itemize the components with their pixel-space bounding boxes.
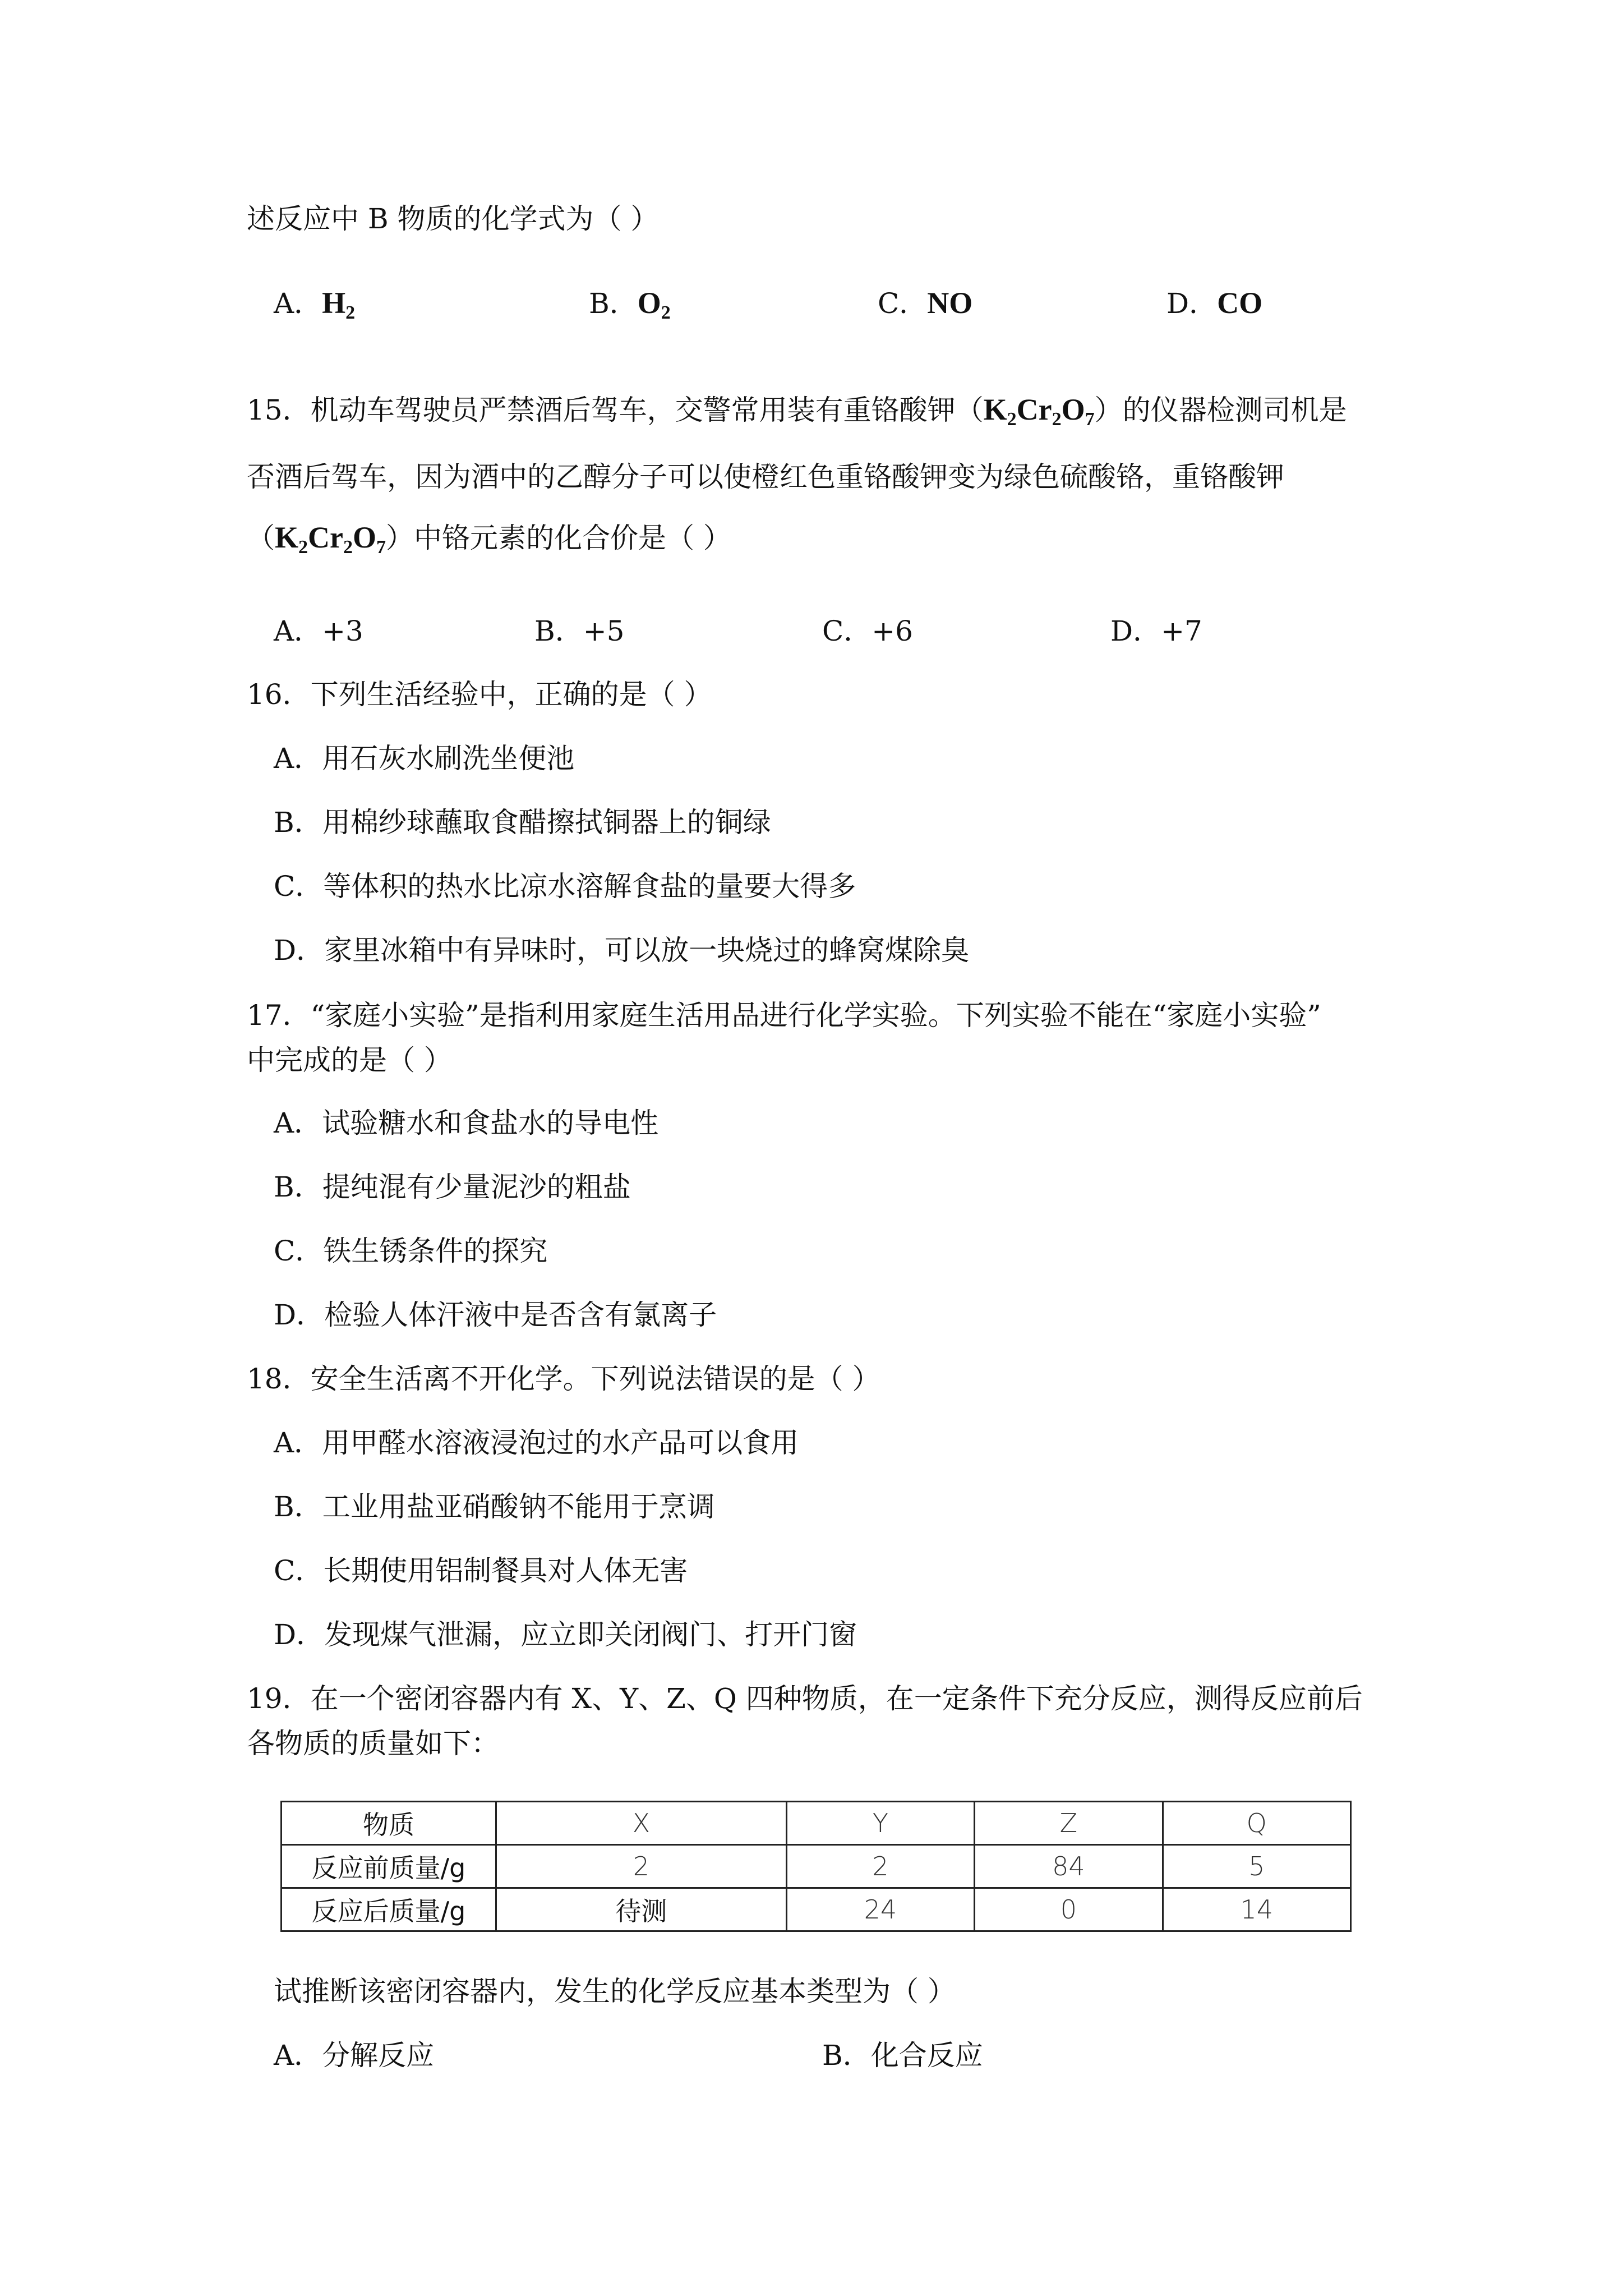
q19-stem-line2: 各物质的质量如下：	[247, 1727, 499, 1760]
chem-formula: $O_2$	[637, 286, 671, 323]
table-cell: 0	[975, 1888, 1163, 1931]
q17-option-b: B．提纯混有少量泥沙的粗盐	[274, 1171, 631, 1203]
table-row	[282, 1888, 1351, 1931]
q14-option-d	[1166, 286, 1262, 320]
q18-option-a: A．用甲醛水溶液浸泡过的水产品可以食用	[274, 1427, 799, 1459]
table-cell: 2	[786, 1845, 974, 1888]
q16-option-d: D．家里冰箱中有异味时，可以放一块烧过的蜂窝煤除臭	[274, 934, 970, 967]
q15-option-d: D．+7	[1110, 615, 1202, 647]
table-cell: 14	[1163, 1888, 1350, 1931]
option-letter: B．	[589, 287, 638, 320]
table-header-cell: Z	[975, 1802, 1163, 1845]
table-cell: 84	[975, 1845, 1163, 1888]
q16-option-b: B．用棉纱球蘸取食醋擦拭铜器上的铜绿	[274, 806, 771, 839]
table-cell: 反应前质量/g	[282, 1845, 496, 1888]
q17-stem-line1: 17．“家庭小实验”是指利用家庭生活用品进行化学实验。下列实验不能在“家庭小实验”	[247, 999, 1321, 1032]
q18-option-b: B．工业用盐亚硝酸钠不能用于烹调	[274, 1490, 715, 1523]
option-letter: D．	[1166, 287, 1218, 320]
chem-formula: $H_2$	[322, 286, 356, 323]
table-header-cell: X	[496, 1802, 787, 1845]
q17-option-c: C．铁生锈条件的探究	[274, 1235, 548, 1267]
mass-table	[280, 1801, 1352, 1932]
q14-stem-tail: 述反应中 B 物质的化学式为（ ）	[247, 203, 659, 235]
q18-option-c: C．长期使用铝制餐具对人体无害	[274, 1554, 688, 1587]
q14-option-c	[878, 286, 972, 320]
q18-stem: 18．安全生活离不开化学。下列说法错误的是（ ）	[247, 1363, 880, 1395]
q19-option-a: A．分解反应	[274, 2039, 435, 2072]
q14-option-b	[589, 286, 671, 323]
chem-formula-k2cr2o7: $K_2Cr_2O_7$	[275, 521, 386, 558]
q15-option-c: C．+6	[822, 615, 913, 647]
q17-option-d: D．检验人体汗液中是否含有氯离子	[274, 1299, 717, 1331]
q15-option-b: B．+5	[534, 615, 625, 647]
q16-stem: 16．下列生活经验中，正确的是（ ）	[247, 678, 712, 711]
q16-option-c: C．等体积的热水比凉水溶解食盐的量要大得多	[274, 870, 856, 903]
q19-option-b: B．化合反应	[822, 2039, 983, 2072]
table-header-cell: 物质	[282, 1802, 496, 1845]
q15-option-a: A．+3	[274, 615, 363, 647]
option-letter: C．	[878, 287, 928, 320]
q15-stem-line1: 15．机动车驾驶员严禁酒后驾车，交警常用装有重铬酸钾$(K_2Cr_2O_7)$的仪器检测司机是	[247, 393, 1347, 430]
chem-formula: CO	[1217, 286, 1263, 320]
q15-stem-line2: 否酒后驾车，因为酒中的乙醇分子可以使橙红色重铬酸钾变为绿色硫酸铬，重铬酸钾	[247, 461, 1284, 493]
table-cell: 24	[786, 1888, 974, 1931]
table-header-cell: Y	[786, 1802, 974, 1845]
q17-stem-line2: 中完成的是（ ）	[247, 1044, 452, 1076]
q14-option-a	[274, 286, 356, 323]
q15-stem-line3: $(K_2Cr_2O_7)$中铬元素的化合价是（ ）	[247, 521, 731, 558]
table-row	[282, 1845, 1351, 1888]
table-cell: 待测	[496, 1888, 787, 1931]
table-header-row	[282, 1802, 1351, 1845]
q19-followup: 试推断该密闭容器内，发生的化学反应基本类型为（ ）	[274, 1975, 956, 2008]
chem-formula: NO	[927, 286, 973, 320]
q17-option-a: A．试验糖水和食盐水的导电性	[274, 1107, 659, 1139]
option-letter: A．	[274, 287, 322, 320]
q16-option-a: A．用石灰水刷洗坐便池	[274, 742, 575, 775]
q19-stem-line1: 19．在一个密闭容器内有 X、Y、Z、Q 四种物质，在一定条件下充分反应，测得反应前后	[247, 1682, 1363, 1715]
chem-formula-k2cr2o7: $K_2Cr_2O_7$	[983, 393, 1095, 430]
table-cell: 反应后质量/g	[282, 1888, 496, 1931]
q18-option-d: D．发现煤气泄漏，应立即关闭阀门、打开门窗	[274, 1618, 857, 1651]
table-cell: 2	[496, 1845, 787, 1888]
table-cell: 5	[1163, 1845, 1350, 1888]
table-header-cell: Q	[1163, 1802, 1350, 1845]
